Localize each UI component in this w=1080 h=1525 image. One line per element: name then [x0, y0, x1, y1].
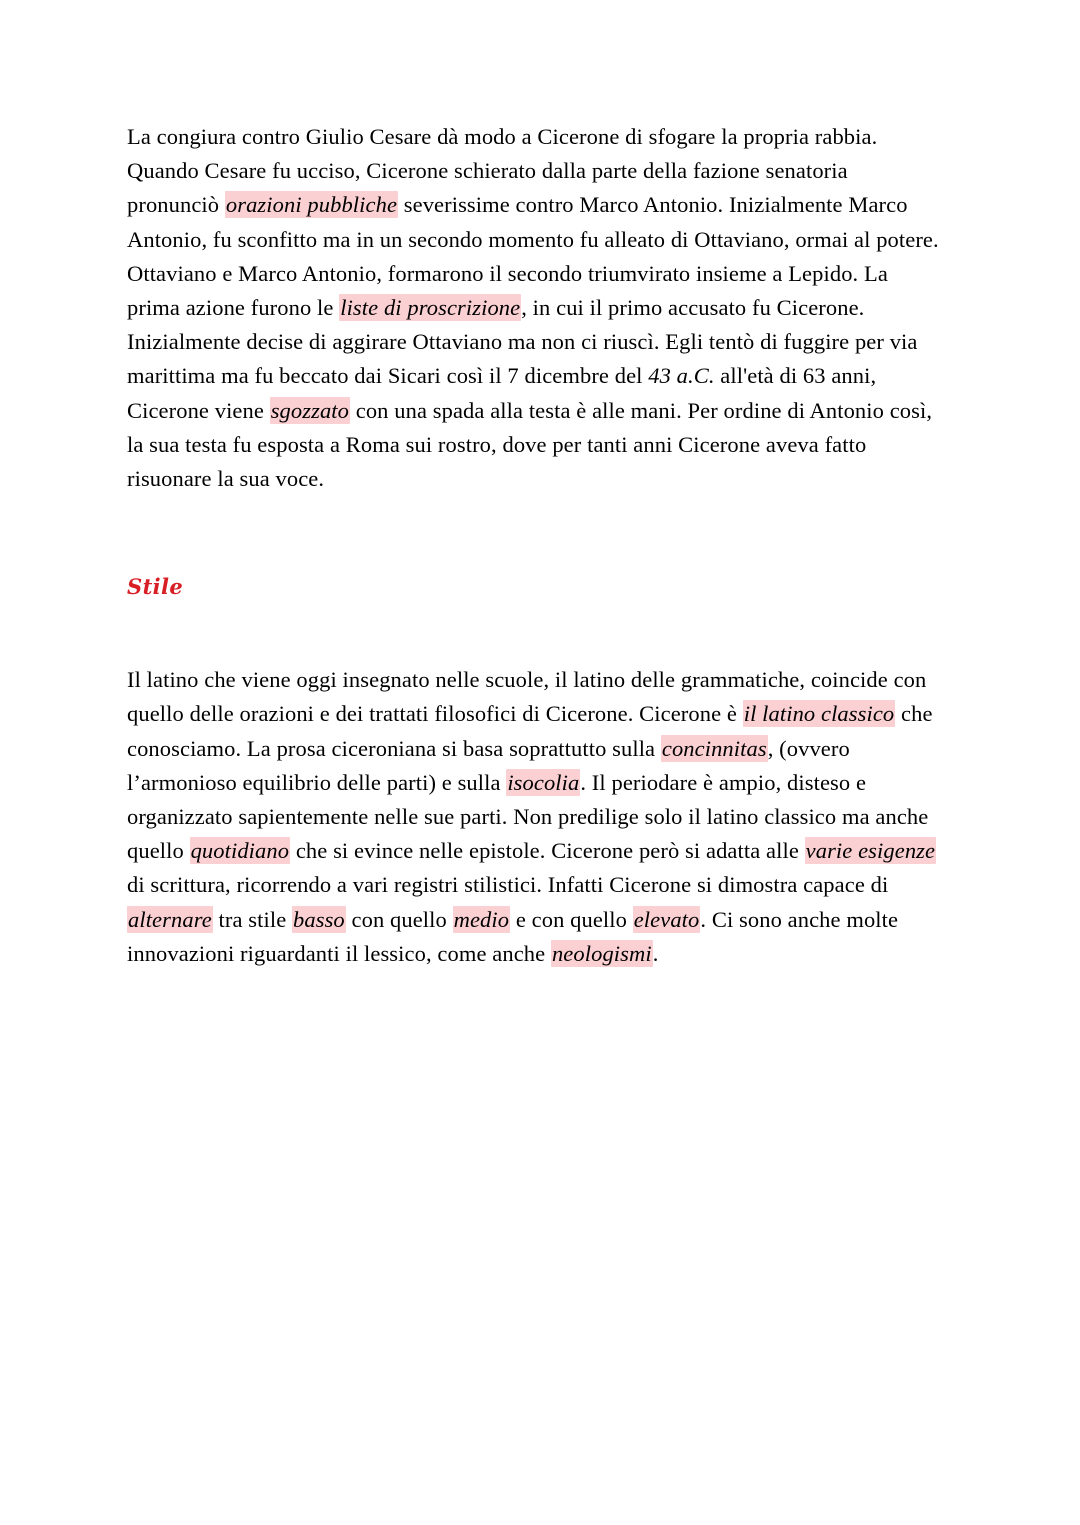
highlighted-term: liste di proscrizione	[340, 295, 521, 321]
text-run: di scrittura, ricorrendo a vari registri stilistici. Infatti Cicerone si dimostra capace di	[127, 872, 889, 898]
highlighted-term: basso	[293, 906, 345, 932]
text-run: La congiura contro Giulio Cesare dà modo a Cicerone di sfogare la propria rabbia. Quando Cesare fu ucciso, Cicerone schierato dalla parte della fazione senatoria pronunciò	[127, 124, 878, 218]
italic-term: 43 a.C.	[648, 363, 715, 389]
highlighted-term: neologismi	[551, 940, 652, 966]
text-run: . Il periodare è ampio, disteso e organizzato sapientemente nelle sue parti. Non predilige solo il latino classico ma anche quello	[127, 769, 929, 864]
section-heading-stile: Stile	[127, 574, 184, 600]
highlighted-term: varie esigenze	[805, 838, 936, 864]
text-run: e con quello	[510, 906, 633, 932]
highlighted-term: concinnitas	[661, 735, 767, 761]
highlighted-term: il latino classico	[743, 701, 895, 727]
text-run: severissime contro Marco Antonio. Inizialmente Marco Antonio, fu sconfitto ma in un secondo momento fu alleato di Ottaviano, ormai al potere. Ottaviano e Marco Antonio, formarono il secondo triumvirato insieme a Lepido. La prima azione furono le	[127, 192, 939, 321]
highlighted-term: sgozzato	[270, 397, 350, 423]
highlighted-term: quotidiano	[190, 838, 290, 864]
text-run: .	[652, 940, 659, 966]
highlighted-term: alternare	[128, 906, 212, 932]
text-run: con quello	[345, 906, 453, 932]
text-run: che conosciamo. La prosa ciceroniana si basa soprattutto sulla	[127, 701, 933, 761]
text-run: con una spada alla testa è alle mani. Per ordine di Antonio così, la sua testa fu esposta a Roma sui rostro, dove per tanti anni Cicerone aveva fatto risuonare la sua voce.	[127, 397, 933, 492]
text-run: Il latino che viene oggi insegnato nelle scuole, il latino delle grammatiche, coincide con quello delle orazioni e dei trattati filosofici di Cicerone. Cicerone è	[127, 667, 927, 727]
paragraph-stile	[127, 663, 942, 971]
document-body	[127, 120, 942, 971]
heading-spacer	[127, 599, 942, 663]
text-run: , (ovvero l’armonioso equilibrio delle parti) e sulla	[127, 735, 850, 795]
paragraph-cicerone-morte	[127, 120, 942, 496]
text-run: , in cui il primo accusato fu Cicerone. Inizialmente decise di aggirare Ottaviano ma non ci riuscì. Egli tentò di fuggire per via marittima ma fu beccato dai Sicari così il 7 dicembre del	[127, 295, 918, 389]
highlighted-term: isocolia	[507, 769, 580, 795]
paragraph-spacer	[127, 496, 942, 574]
highlighted-term: medio	[453, 906, 510, 932]
highlighted-term: orazioni pubbliche	[225, 192, 398, 218]
text-run: . Ci sono anche molte innovazioni riguardanti il lessico, come anche	[127, 906, 899, 966]
text-run: tra stile	[212, 906, 293, 932]
text-run: all'età di 63 anni, Cicerone viene	[127, 363, 877, 423]
text-run: che si evince nelle epistole. Cicerone però si adatta alle	[290, 838, 805, 864]
highlighted-term: elevato	[633, 906, 700, 932]
